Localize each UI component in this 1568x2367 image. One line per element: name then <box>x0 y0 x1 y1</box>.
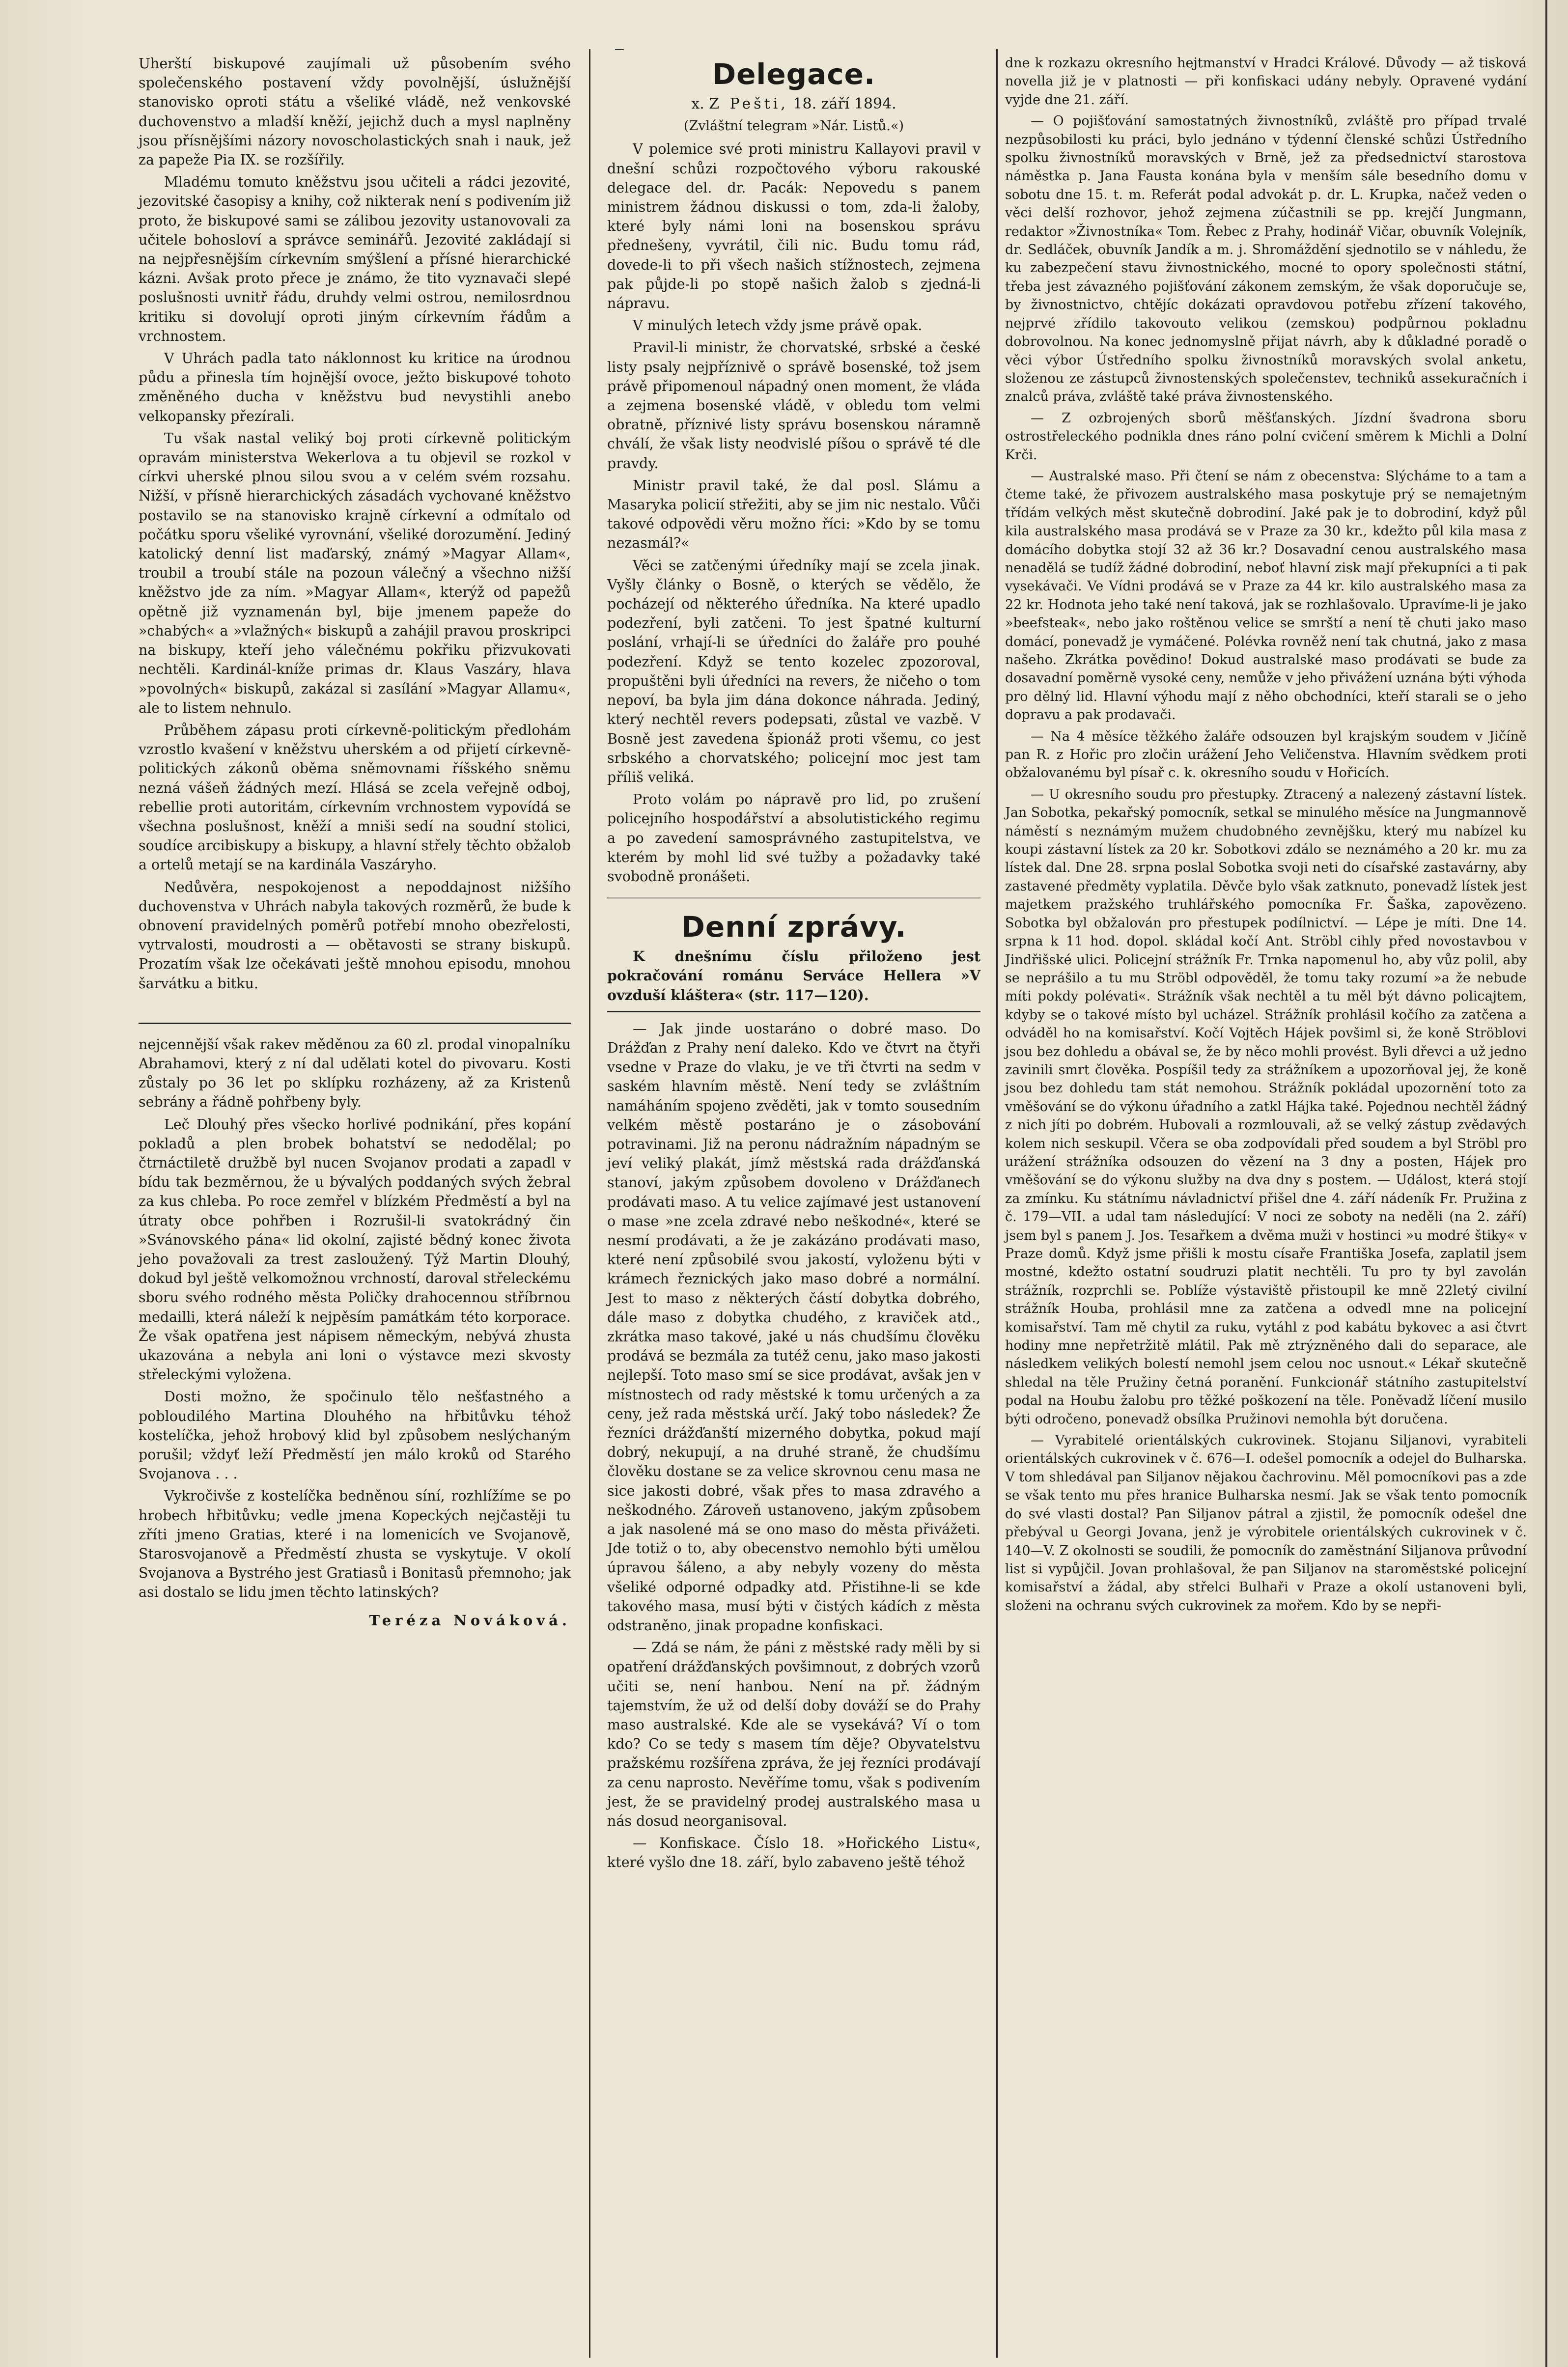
top-mark <box>615 49 624 50</box>
news-item: — U okresního soudu pro přestupky. Ztracený a nalezený zástavní lístek. Jan Sobotka, pekařský pomocník, setkal se minulého měsíce na Jungmannově náměstí s neznámým mužem chudobného zevnějšku, který mu nabízel ku koupi zástavní lístek za 20 kr. Sobotkovi zdálo se neznámého a 20 kr. mu za lístek dal. Dne 28. srpna poslal Sobotka svoji neti do císařské zastavárny, aby zastavené předměty vyplatila. Děvče bylo však zatknuto, ponevadž lístek jest majetkem pražského truhlářského pomocníka Fr. Šaška, zapovězeno. Sobotka byl obžalován pro přestupek podílnictví. — Lépe je míti. Dne 14. srpna k 11 hod. dopol. skládal kočí Ant. Ströbl cihly před novostavbou v Jindřišské ulici. Policejní strážník Fr. Trnka napomenul ho, aby vůz polil, aby se neprášilo a tu mu Ströbl odpověděl, že tomu taky rozumí »a že nebude míti pokdy polévati«. Strážník však nechtěl a tu měl být dávno policajtem, kdyby se o takové místo byl ucházel. Strážník prohlásil kočího za zatčena a odváděl ho na komisařství. Kočí Vojtěch Hájek povšiml si, že koně Ströblovi jsou bez dohledu a obával se, že by něco mohli provést. Byli dřevci a už jedno zavinili smrt člověka. Pospíšil tedy za strážníkem a upozorňoval jej, že koně jsou bez dohledu tam stát nemohou. Strážník pokládal upozornění toto za vměšování se do výkonu úřadního a zatkl Hájka také. Pojednou nechtěl žádný z nich jíti po dobrém. Hubovali a rozmlouvali, až se velký zástup zvědavých kolem nich seskupil. Včera se oba zodpovídali před soudem a byl Ströbl pro urážení strážníka odsouzen do vězení na 3 dny a posten, Hájek pro vměšování se do výkonu služby na dva dny s postem. — Událost, která stojí za zmínku. Ku státnímu návladnictví přišel dne 4. září nádeník Fr. Pružina z č. 179—VII. a udal tam následující: V noci ze soboty na neděli (na 2. září) jsem byl s panem J. Jos. Tesařkem a dvěma muži v hostinci »u modré štiky« v Praze domů. Když jsme přišli k mostu císaře Františka Josefa, zaplatil jsem mostné, kdežto ostatní soudruzi platit nechtěli. Tu pro ty byl zavolán strážník, rozprchli se. Poblíže výstaviště přistoupil ke mně 22letý civilní strážník Houba, prohlásil mne za zatčena a odvedl mne na policejní komisařství. Tam mě chytil za ruku, vytáhl z pod kabátu bykovec a asi čtvrt hodiny mne nepřetržitě mlátil. Pak mě ztrýzněného dali do separace, ale následkem velikých bolestí nemohl jsem celou noc usnout.« Lékař skutečně shledal na těle Pružiny četná poranění. Funkcionář státního zastupitelství podal na Houbu žalobu pro těžké poškození na těle. Poněvadž líčení musilo býti odročeno, ponevadž obsílka Pružinovi nemohla být doručena. <box>1005 786 1527 1427</box>
section-heading-delegace: Delegace. <box>712 57 876 91</box>
correspondent-line: (Zvláštní telegram »Nár. Listů.«) <box>683 118 904 134</box>
dateline-city: Z Pešti, <box>709 95 788 112</box>
news-item: — Na 4 měsíce těžkého žaláře odsouzen byl krajským soudem v Jičíně pan R. z Hořic pro zločin urážení Jeho Veličenstva. Hlavním svědkem proti obžalovanému byl písař c. k. okresního soudu v Hořicích. <box>1005 728 1527 781</box>
column-rule-1 <box>589 49 590 2358</box>
column-1 <box>139 54 571 1630</box>
section-denni-zpravy <box>607 910 980 1872</box>
dateline-prefix: x. <box>691 95 704 112</box>
paragraph: V polemice své proti ministru Kallayovi pravil v dnešní schůzi rozpočtového výboru rakouské delegace del. dr. Pacák: Nepovedu s panem ministrem žádnou diskussi o tom, zda-li žaloby, které byly námi loni na bosenskou správu přednešeny, vyvrátil, čili nic. Budu tomu rád, dovede-li to při všech našich stížnostech, zejmena pak půjde-li po stopě našich žalob s zjedná-li nápravu. <box>607 141 980 312</box>
page-edge-line <box>1545 0 1547 2367</box>
paragraph: V Uhrách padla tato náklonnost ku kritice na úrodnou půdu a přinesla tím hojnější ovoce, ježto biskupové tohoto změněného ducha v kněžstvu bud nevystihli anebo velkopansky přezírali. <box>139 350 571 424</box>
news-item: — Vyrabitelé orientálských cukrovinek. Stojanu Siljanovi, vyrabiteli orientálských cukrovinek v č. 676—I. odešel pomocník a odejel do Bulharska. V tom shledával pan Siljanov nějakou čachrovinu. Měl pomocníkovi pas a zde se však tento mu přes hranice Bulharska nesmí. Jak se však tento pomocník do své vlasti dostal? Pan Siljanov pátral a zjistil, že pomocník odešel dne přebýval u Georgi Jovana, jenž je výrobitele orientálských cukrovinek v č. 140—V. Z okolnosti se soudili, že pomocník do zaměstnání Siljanova průvodní list si vypůjčil. Jovan prohlašoval, že pan Siljanov na staroměstské policejní komisařství a žádal, aby střelci Bulhaři v Praze a okolí ustanoveni byli, složeni na ochranu svých cukrovinek za mořem. Kdo by se nepři- <box>1005 1433 1527 1614</box>
news-item: — O pojišťování samostatných živnostníků, zvláště pro případ trvalé nezpůsobilosti ku práci, bylo jednáno v týdenní členské schůzi Ústředního spolku živnostníků moravských v Brně, jež za předsednictví starostova náměstka p. Jana Fausta konána byla v menším sále besedního domu v sobotu dne 15. t. m. Referát podal advokát p. dr. L. Krupka, načež veden o věci delší rozhovor, jehož zejmena zúčastnili se pp. krejčí Jungmann, redaktor »Živnostníka« Tom. Řebec z Prahy, hodinář Vičar, obuvník Volejník, dr. Sedláček, obuvník Jandík a m. j. Shromáždění sjednotilo se v náhledu, že ku zabezpečení stavu živnostnického, mocné to opory společnosti státní, třeba jest závazného pojišťování zákonem zemským, že však doporučuje se, by živnostnictvo, chtějíc dokázati opravdovou potřebu zřízení takového, nejprvé zřídilo takovouto velikou (zemskou) podpůrnou pokladnu dobrovolnou. Na konec jednomyslně přijat návrh, aby k důkladné poradě o věci výbor Ústředního spolku živnostníků moravských svolal anketu, složenou ze zástupců živnostenských společenstev, techniků assekuračních i znalců práva, zvláště také práva živnostenského. <box>1005 113 1527 405</box>
notice-divider <box>607 1011 980 1012</box>
article-uherski-biskupove <box>139 54 571 993</box>
dateline <box>607 94 980 113</box>
news-item: dne k rozkazu okresního hejtmanství v Hradci Králové. Důvody — až tisková novella již je v platnosti — při konfiskaci udány nebyly. Opravené vydání vyjde dne 21. září. <box>1005 56 1527 108</box>
paragraph: Věci se zatčenými úředníky mají se zcela jinak. Vyšly články o Bosně, o kterých se vědělo, že pocházejí od některého úředníka. Na které upadlo podezření, byli zatčeni. To jest špatné kulturní poslání, vrhají-li se úředníci do žaláře pro pouhé podezření. Když se tento kozelec zpozoroval, propuštěni byli úředníci na revers, že ničeho o tom nepoví, ba byla jim dána dokonce náhrada. Jediný, který nechtěl revers podepsati, zůstal ve vazbě. V Bosně jest zavedena špionáž proti všemu, co jest srbského a chorvatského; policejní moc jest tam příliš veliká. <box>607 557 980 785</box>
paragraph: Průběhem zápasu proti církevně-politickým předlohám vzrostlo kvašení v kněžstvu uherském a od přijetí církevně-politických zákonů oběma sněmovnami říšského sněmu nezná vášeň žádných mezí. Hlásá se zcela veřejně odboj, rebellie proti autoritám, církevním vrchnostem vypovídá se všechna poslušnost, kněží a mniši sedí na soudní stolici, soudíce arcibiskupy a biskupy, a hlavní střely těchto obžalob a ortelů metají se na kardinála Vaszáryho. <box>139 722 571 873</box>
paragraph: V minulých letech vždy jsme právě opak. <box>633 317 923 334</box>
news-item: — Zdá se nám, že páni z městské rady měli by si opatření drážďanských povšimnout, z dobrých vzorů učiti se, není hanbou. Není na př. žádným tajemstvím, že už od delší doby dováží se do Prahy maso australské. Kde ale se vysekává? Ví o tom kdo? Co se tedy s masem tím děje? Obyvatelstvu pražskému rozšířena zpráva, že jej řezníci prodávají za cenu naprosto. Nevěříme tomu, však s podivením jest, že se pravidelný prodej australského masa u nás dosud neorganisoval. <box>607 1640 980 1830</box>
paragraph: Nedůvěra, nespokojenost a nepoddajnost nižšího duchovenstva v Uhrách nabyla takových rozměrů, že bude k obnovení pravidelných poměrů potřebí mnoho obezřelosti, vytrvalosti, moudrosti a — obětavosti se strany biskupů. Prozatím však lze očekávati ještě mnohou episodu, mnohou šarvátku a bitku. <box>139 879 571 992</box>
news-item: — Z ozbrojených sborů měšťanských. Jízdní švadrona sboru ostrostřeleckého podnikla dnes ráno polní cvičení směrem k Michli a Dolní Krči. <box>1005 410 1527 463</box>
column-2 <box>607 54 980 1872</box>
paragraph: Pravil-li ministr, že chorvatské, srbské a české listy psaly nejpříznivě o správě bosenské, tož jsem právě připomenoul nápadný onen moment, že vláda a zejmena bosenské vládě, v obledu tom velmi obratně, příznivé listy správu bosenskou náramně chválí, že však listy neodvislé píšou o správě té dle pravdy. <box>607 339 980 472</box>
paragraph: Ministr pravil také, že dal posl. Slámu a Masaryka policií střežiti, aby se jim nic nestalo. Vůči takové odpovědi věru možno říci: »Kdo by se tomu nezasmál?« <box>607 477 980 552</box>
paragraph: nejcennější však rakev měděnou za 60 zl. prodal vinopalníku Abrahamovi, který z ní dal udělati kotel do pivovaru. Kosti zůstaly po 36 let po sklípku rozházeny, až za Kristenů sebrány a řádně pohřbeny byly. <box>139 1036 571 1111</box>
paragraph: Leč Dlouhý přes všecko horlivé podnikání, přes kopání pokladů a plen brobek bohatství se nedodělal; po čtrnáctiletě družbě byl nucen Svojanov prodati a zapadl v bídu tak bezměrnou, že u bývalých poddaných svých žebral za kus chleba. Po roce zemřel v blízkém Předměstí a byl na útraty obce pohřben i Rozrušil-li svatokrádný čin »Svánovského pána« lid okolní, zajisté bědný konec života jeho považovali za trest zasloužený. Týž Martin Dlouhý, dokud byl ještě velkomožnou vrchností, daroval střeleckému sboru svého rodného města Poličky drahocennou stříbrnou medailli, která náleží k nejpěsím památkám této korporace. Že však opatřena jest nápisem německým, nebývá zhusta ukazována a nebyla ani loni o výstavce mezi skvosty střeleckými vyložena. <box>139 1116 571 1383</box>
paragraph: Proto volám po nápravě pro lid, po zrušení policejního hospodářství a absolutistického regimu a po zavedení samosprávného zastupitelstva, ve kterém by mohl lid své tužby a požadavky také svobodně pronášeti. <box>607 791 980 885</box>
section-divider <box>139 1023 571 1024</box>
section-heading-denni-zpravy: Denní zprávy. <box>681 910 907 944</box>
news-item: — Australské maso. Při čtení se nám z obecenstva: Slýcháme to a tam a čteme také, že přivozem australského masa poskytuje prý se nemajetným třídám velkých měst skutečně dobrodiní. Jaké pak je to dobrodiní, když půl kila australského masa prodává se v Praze za 30 kr., kdežto půl kila masa z domácího dobytka stojí 32 až 36 kr.? Dosavadní cenou australského masa nenadělá se tudíž žádné dobrodiní, neboť hlavní zisk mají překupníci a ti pak vysekávači. Ve Vídni prodává se v Praze za 44 kr. kilo australského masa za 22 kr. Hodnota jeho také není taková, jak se rozhlašovalo. Upravíme-li je jako »beefsteak«, nebo jako roštěnou velice se smrští a není tě chuti jako maso domácí, ponevadž je vymáčené. Polévka rovněž není tak chutná, jako z masa našeho. Zkrátka povědino! Dokud australské maso prodávati se bude za dosavadní poměrně vysoké ceny, nemůže v jeho přivážení uznána býti výhoda pro dělný lid. Hlavní výhodu mají z něho obchodníci, kteří starali se o jeho dopravu a pak prodavači. <box>1005 468 1527 723</box>
paragraph: Tu však nastal veliký boj proti církevně politickým opravám ministerstva Wekerlova a tu objevil se rozkol v církvi uherské plnou silou svou a v celém svém rozsahu. Nižší, v přísně hierarchických zásadách vychované kněžstvo postavilo se na stanovisko krajně církevní a odmítalo od počátku sporu všeliké vyrovnání, všeliké dorozumění. Jediný katolický denní list maďarský, známý »Magyar Allam«, troubil a troubí stále na pozoun válečný a všechno nižší kněžstvo jde za ním. »Magyar Allam«, kterýž od papežů opětně již vyznamenán byl, bije jmenem papeže do »chabých« a »vlažných« biskupů a zahájil pravou proskripci na biskupy, kteří jeho válečnému pokřiku přizvukovati nechtěli. Kardinál-kníže primas dr. Klaus Vaszáry, hlava »povolných« biskupů, zakázal si zasílání »Magyar Allamu«, ale to listem nehnulo. <box>139 430 571 716</box>
feuilleton-svojanov <box>139 1035 571 1630</box>
news-item: — Jak jinde uostaráno o dobré maso. Do Drážďan z Prahy není daleko. Kdo ve čtvrt na čtyři vsedne v Praze do vlaku, je ve tři čtvrti na sedm v saském hlavním městě. Není tedy se zvláštním namáháním spojeno zvěděti, jak v tomto sousedním velkém městě postaráno je o zásobování potravinami. Již na peronu nádražním nápadným se jeví veliký plakát, jímž městská rada drážďanská stanoví, jakým způsobem dovoleno v Drážďanech prodávati maso. A tu velice zajímavé jest ustanovení o mase »ne zcela zdravé nebo neškodné«, které se nesmí prodávati, a že je zakázáno prodávati maso, které není způsobilé svou jakostí, vyloženu býti v krámech řeznických jako maso dobré a normální. Jest to maso z některých částí dobytka dobrého, dále maso z dobytka chudého, z kraviček atd., zkrátka maso takové, jaké u nás chudšímu člověku prodává se bezmála za tutéž cenu, jako maso jakosti nejlepší. Toto maso smí se sice prodávat, avšak jen v místnostech od rady městské k tomu určených a za ceny, jež rada městská určí. Jaký tobo následek? Že řezníci drážďanští mizerného dobytka, pokud mají dobrý, nekupují, a na druhé straně, že chudšímu člověku dostane se za velice skrovnou cenu masa ne sice jakosti dobré, však přes to masa zdravého a neškodného. Zároveň ustanoveno, jakým způsobem a jak nasolené má se ono maso do města přivážeti. Jde totiž o to, aby obecenstvo nemohlo býti umělou úpravou šáleno, a aby nebyly vozeny do města všeliké odporné odpadky atd. Přistihne-li se kde takového masa, musí býti v čistých kádích z města odstraněno, jinak propadne konfiskaci. <box>607 1020 980 1634</box>
paragraph: Mladému tomuto kněžstvu jsou učiteli a rádci jezovité, jezovitské časopisy a knihy, což nikterak není s podivením již proto, že biskupové sami se zálibou jezovity ustanovovali za učitele bohosloví a správce seminářů. Jezovité zakládají si na nejpřesnějším církevním smýšlení a přísné hierarchické kázni. Avšak proto přece je známo, že tito vyznavači slepé poslušnosti uvnitř řádu, druhdy velmi ostrou, nemilosrdnou kritiku si dovolují oproti jiným církevním řádům a vrchnostem. <box>139 174 571 344</box>
section-divider <box>607 897 980 900</box>
column-rule-2 <box>996 49 998 2358</box>
supplement-notice: K dnešnímu číslu přiloženo jest pokračování románu Serváce Hellera »V ovzduší kláštera« (str. 117—120). <box>607 948 980 1003</box>
dateline-date: 18. září 1894. <box>793 95 896 112</box>
paragraph: Vykročivše z kostelíčka bedněnou síní, rozhlížíme se po hrobech hřbitůvku; vedle jmena Kopeckých nejčastěji tu zříti jmeno Gratias, které i na lomenicích ve Svojanově, Starosvojanově a Předměstí zhusta se vyskytuje. V okolí Svojanova a Bystrého jest Gratiasů i Bonitasů přemnoho; jak asi dostalo se lidu jmen těchto latinských? <box>139 1488 571 1601</box>
author-signature: Teréza Nováková. <box>369 1612 571 1629</box>
paragraph: Uherští biskupové zaujímali už působením svého společenského postavení vždy povolnější, úslužnější stanovisko oproti státu a všeliké vládě, než venkovské duchovenstvo a mladší kněží, jejichž duch a mysl naplněny jsou přísnějšími názory novoscholastických snah i nauk, jež za papeže Pia IX. se rozšířily. <box>139 56 571 168</box>
article-delegace <box>607 57 980 886</box>
column-3 <box>1005 54 1527 1615</box>
paragraph: Dosti možno, že spočinulo tělo nešťastného a pobloudilého Martina Dlouhého na hřbitůvku téhož kostelíčka, jehož hrobový klid byl způsobem neslýchaným porušil; vždyť leží Předměstí jen málo kroků od Starého Svojanova . . . <box>139 1389 571 1482</box>
news-item: — Konfiskace. Číslo 18. »Hořického Listu«, které vyšlo dne 18. září, bylo zabaveno ještě téhož <box>607 1835 980 1871</box>
